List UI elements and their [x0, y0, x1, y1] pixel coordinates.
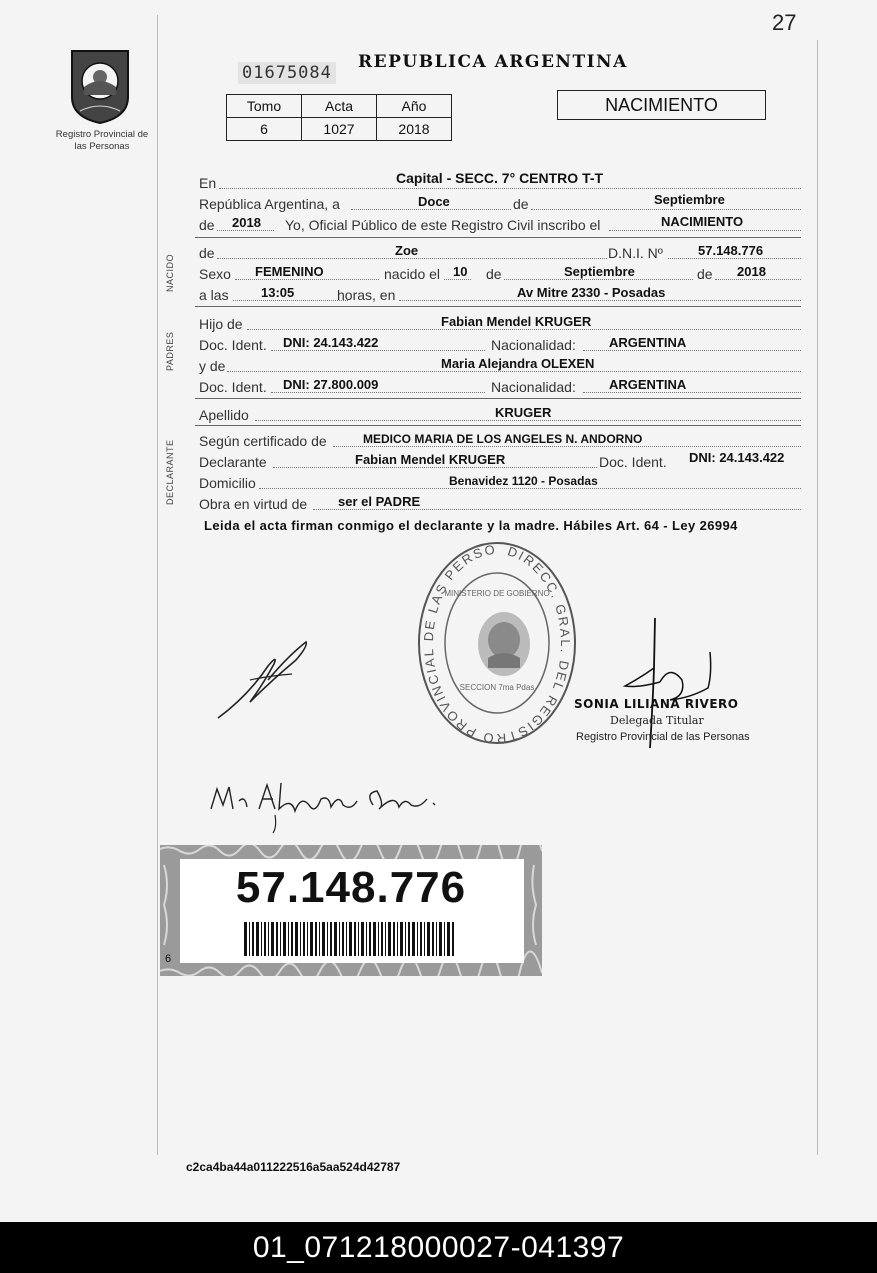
field-madre: Maria Alejandra OLEXEN	[441, 356, 595, 371]
barcode	[244, 922, 454, 956]
row-oficial: de 2018 Yo, Oficial Público de este Registro Civil inscribo el NACIMIENTO	[199, 213, 801, 233]
field-mes-nac: Septiembre	[564, 264, 635, 279]
field-padre: Fabian Mendel KRUGER	[441, 314, 592, 329]
field-dia-texto: Doce	[418, 194, 450, 209]
page-number: 27	[772, 10, 797, 35]
official-seal	[416, 540, 578, 746]
coat-of-arms-icon	[478, 612, 530, 676]
field-tipo-inscripcion: NACIMIENTO	[661, 214, 744, 229]
section-declarante: DECLARANTE	[165, 439, 175, 505]
field-sexo: FEMENINO	[255, 264, 324, 279]
field-mes-acta: Septiembre	[654, 192, 725, 207]
mother-signature	[205, 775, 445, 835]
field-certificado: MEDICO MARIA DE LOS ANGELES N. ANDORNO	[363, 432, 643, 446]
field-padre-nac: ARGENTINA	[609, 335, 687, 350]
field-hora: 13:05	[261, 285, 295, 300]
field-lugar: Capital - SECC. 7° CENTRO T-T	[396, 170, 604, 186]
right-margin-line	[817, 40, 818, 1155]
field-declarante-doc: DNI: 24.143.422	[689, 450, 785, 465]
row-obra: Obra en virtud de ser el PADRE	[199, 492, 801, 512]
dni-label-digit: 6	[165, 953, 172, 965]
label-en: En	[199, 175, 217, 191]
value-acta: 1027	[302, 118, 377, 141]
document-hash: c2ca4ba44a011222516a5aa524d42787	[186, 1160, 401, 1174]
header-anio: Año	[377, 95, 452, 118]
row-padre-doc: Doc. Ident. DNI: 24.143.422 Nacionalidad: ARGENTINA	[199, 333, 801, 353]
document-title: REPUBLICA ARGENTINA	[358, 52, 628, 72]
row-apellido: Apellido KRUGER	[199, 403, 801, 423]
row-declarante: Declarante Fabian Mendel KRUGER Doc. Ident. DNI: 24.143.422	[199, 450, 785, 470]
row-sexo: Sexo FEMENINO nacido el 10 de Septiembre de 2018	[199, 262, 801, 282]
dni-label	[160, 845, 542, 976]
field-domicilio: Benavidez 1120 - Posadas	[449, 474, 598, 488]
row-hijo-de: Hijo de Fabian Mendel KRUGER	[199, 312, 801, 332]
serial-number: 01675084	[238, 62, 336, 84]
value-anio: 2018	[377, 118, 452, 141]
row-republica: República Argentina, a Doce de Septiembre	[199, 192, 801, 212]
closing-note: Leida el acta firman conmigo el declarante y la madre. Hábiles Art. 64 - Ley 26994	[204, 518, 738, 533]
row-domicilio: Domicilio Benavidez 1120 - Posadas	[199, 471, 801, 491]
field-padre-doc: DNI: 24.143.422	[283, 335, 379, 350]
field-madre-doc: DNI: 27.800.009	[283, 377, 379, 392]
footer-code: 01_071218000027-041397	[0, 1222, 877, 1273]
value-tomo: 6	[227, 118, 302, 141]
logo-caption: Registro Provincial de las Personas	[55, 129, 149, 152]
row-madre-doc: Doc. Ident. DNI: 27.800.009 Nacionalidad: ARGENTINA	[199, 375, 801, 395]
act-type-box: NACIMIENTO	[557, 90, 766, 120]
official-office: Registro Provincial de las Personas	[576, 731, 750, 743]
seal-ring-text: DIRECC. GRAL. DEL REGISTRO PROVINCIAL DE LAS PERSO	[420, 541, 573, 746]
field-dni: 57.148.776	[698, 243, 764, 258]
field-anio-acta: 2018	[232, 215, 261, 230]
field-lugar-nac: Av Mitre 2330 - Posadas	[517, 285, 666, 300]
province-logo	[66, 45, 134, 125]
row-en	[199, 171, 801, 191]
misiones-seal-icon	[66, 45, 134, 125]
declarant-signature	[208, 636, 318, 726]
official-title: Delegada Titular	[610, 714, 704, 727]
field-obra: ser el PADRE	[338, 494, 421, 509]
section-nacido: NACIDO	[165, 253, 175, 292]
row-hora: a las 13:05 horas, en Av Mitre 2330 - Posadas	[199, 283, 801, 303]
registry-table	[226, 94, 452, 141]
row-nombre: de Zoe D.N.I. Nº 57.148.776	[199, 241, 801, 261]
header-tomo: Tomo	[227, 95, 302, 118]
field-nombre: Zoe	[395, 243, 419, 258]
section-padres: PADRES	[165, 331, 175, 371]
row-certificado: Según certificado de MEDICO MARIA DE LOS ANGELES N. ANDORNO	[199, 429, 801, 449]
field-apellido: KRUGER	[495, 405, 552, 420]
field-anio-nac: 2018	[737, 264, 766, 279]
field-madre-nac: ARGENTINA	[609, 377, 687, 392]
row-y-de: y de Maria Alejandra OLEXEN	[199, 354, 801, 374]
official-name: SONIA LILIANA RIVERO	[574, 697, 739, 711]
field-dia-nac: 10	[453, 264, 468, 279]
header-acta: Acta	[302, 95, 377, 118]
seal-inner-text: MINISTERIO DE GOBIERNO	[444, 589, 550, 598]
left-margin-line	[157, 15, 158, 1155]
dni-label-number: 57.148.776	[235, 863, 467, 912]
field-declarante: Fabian Mendel KRUGER	[355, 452, 506, 467]
seal-bottom-text: SECCION 7ma Pdas	[459, 683, 535, 692]
